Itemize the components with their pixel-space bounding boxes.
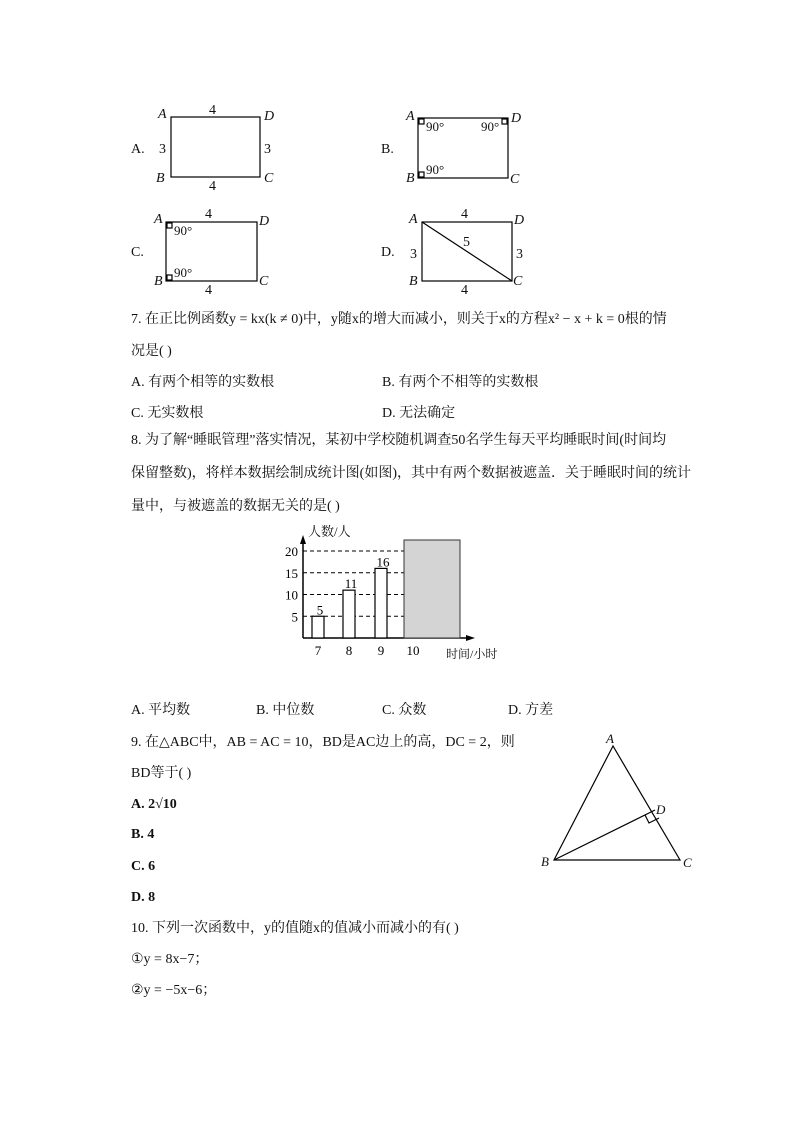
q9-option-b[interactable]: B. 4 [131,827,155,842]
data-label: 11 [344,576,358,592]
q7-option-d[interactable]: D. 无法确定 [382,406,456,421]
q7-option-a[interactable]: A. 有两个相等的实数根 [131,375,275,390]
vertex-label: A [409,212,418,227]
q9-option-a[interactable]: A. 2√10 [131,797,177,812]
vertex-label: D [514,213,525,228]
angle-label: 90° [481,119,500,134]
q9-stem-line1: 9. 在△ABC中，AB = AC = 10，BD是AC边上的高，DC = 2，则 [131,735,515,750]
x-tick-label: 8 [345,643,353,658]
vertex-label: D [511,111,522,126]
q6-option-d-letter[interactable]: D. [381,245,395,260]
q8-stem-line1: 8. 为了解“睡眠管理”落实情况，某初中学校随机调查50名学生每天平均睡眠时间(时间均 [131,433,667,448]
vertex-label: A [158,107,167,122]
chart-x-axis-label: 时间/小时 [446,647,498,661]
q10-item-2: ②y = −5x−6； [131,983,217,998]
vertex-label: A [154,212,163,227]
vertex-label: C [513,274,523,289]
vertex-label: C [510,172,520,187]
y-tick-label: 15 [285,565,298,581]
side-label: 3 [410,247,417,262]
x-tick-label: 9 [377,643,385,658]
q7-stem-line1: 7. 在正比例函数y = kx(k ≠ 0)中，y随x的增大而减小，则关于x的方程x² − x + k = 0根的情 [131,312,667,327]
q9-option-d[interactable]: D. 8 [131,890,156,905]
side-label: 3 [159,142,166,157]
side-label: 4 [209,179,216,194]
data-label: 5 [316,602,324,618]
side-label: 3 [264,142,271,157]
q7-stem-line2: 况是( ) [131,344,172,359]
q8-option-d[interactable]: D. 方差 [508,703,554,718]
q8-stem-line3: 量中，与被遮盖的数据无关的是( ) [131,499,340,514]
y-tick-label: 5 [291,609,298,625]
side-label: 3 [516,247,523,262]
vertex-label: A [606,731,614,746]
vertex-label: B [406,171,415,186]
angle-label: 90° [174,265,193,280]
vertex-label: C [264,171,274,186]
x-tick-label: 7 [314,643,322,658]
vertex-label: D [259,214,270,229]
side-label: 4 [461,283,468,298]
angle-label: 90° [426,162,445,177]
q7-option-c[interactable]: C. 无实数根 [131,406,204,421]
q6-option-a-letter[interactable]: A. [131,142,145,157]
q6-option-b-letter[interactable]: B. [381,142,394,157]
diagonal-label: 5 [463,235,470,250]
q7-option-b[interactable]: B. 有两个不相等的实数根 [382,375,539,390]
vertex-label: D [656,802,666,817]
angle-label: 90° [174,223,193,238]
q10-stem: 10. 下列一次函数中，y的值随x的值减小而减小的有( ) [131,921,459,936]
vertex-label: B [154,274,163,289]
q9-stem-line2: BD等于( ) [131,766,192,781]
q8-option-b[interactable]: B. 中位数 [256,703,315,718]
vertex-label: B [409,274,418,289]
side-label: 4 [209,103,216,118]
vertex-label: C [259,274,269,289]
vertex-label: B [541,854,549,869]
vertex-label: B [156,171,165,186]
chart-y-axis-label: 人数/人 [308,524,351,539]
q8-stem-line2: 保留整数)，将样本数据绘制成统计图(如图)，其中有两个数据被遮盖．关于睡眠时间的统计 [131,466,691,481]
y-tick-label: 20 [285,544,298,559]
q6-option-c-letter[interactable]: C. [131,245,144,260]
q9-option-c[interactable]: C. 6 [131,859,156,874]
angle-label: 90° [426,119,445,134]
q10-item-1: ①y = 8x−7； [131,952,209,967]
vertex-label: D [264,109,275,124]
y-tick-label: 10 [285,587,298,603]
data-label: 16 [376,554,390,570]
q8-option-c[interactable]: C. 众数 [382,703,427,718]
side-label: 4 [205,283,212,298]
x-tick-label: 10 [406,643,420,658]
vertex-label: C [683,855,692,870]
vertex-label: A [406,109,415,124]
q8-option-a[interactable]: A. 平均数 [131,703,191,718]
side-label: 4 [461,207,468,222]
side-label: 4 [205,207,212,222]
